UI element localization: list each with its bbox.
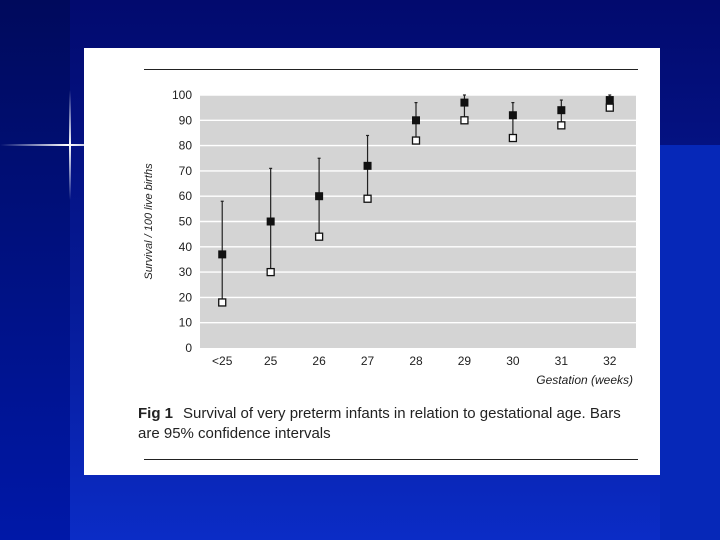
bottom-rule (144, 459, 638, 460)
slide-right-band (660, 145, 720, 540)
open-point (558, 122, 565, 129)
x-axis-label: Gestation (weeks) (536, 373, 633, 387)
y-tick-label: 80 (178, 138, 192, 153)
figure-card (84, 48, 660, 475)
open-point (219, 299, 226, 306)
filled-point (413, 117, 420, 124)
y-tick-label: 100 (171, 88, 192, 102)
figure-label: Fig 1 (138, 405, 174, 422)
filled-point (509, 112, 516, 119)
open-point (267, 269, 274, 276)
x-tick-label: 25 (263, 354, 278, 368)
sparkle-icon-vertical (69, 90, 71, 200)
open-point (364, 195, 371, 202)
filled-point (606, 97, 613, 104)
open-point (316, 233, 323, 240)
x-tick-label: 30 (506, 354, 520, 368)
filled-point (461, 99, 468, 106)
filled-point (558, 107, 565, 114)
x-tick-label: 31 (554, 354, 569, 368)
x-tick-label: 26 (312, 354, 326, 368)
y-axis-label: Survival / 100 live births (143, 163, 155, 280)
y-tick-label: 20 (178, 290, 192, 305)
open-point (413, 137, 420, 144)
open-point (509, 135, 516, 142)
filled-point (316, 193, 323, 200)
y-tick-label: 40 (178, 239, 192, 254)
x-tick-label: 28 (409, 354, 423, 368)
open-point (606, 104, 613, 111)
y-tick-label: 0 (185, 341, 192, 355)
open-point (461, 117, 468, 124)
figure-caption (138, 404, 638, 444)
y-tick-label: 70 (178, 163, 192, 178)
slide-left-band (0, 0, 70, 540)
survival-chart (84, 48, 660, 398)
figure-caption-text: Survival of very preterm infants in relation to gestational age. Bars are 95% confidence intervals (138, 405, 621, 442)
filled-point (364, 162, 371, 169)
y-tick-label: 10 (178, 315, 192, 330)
filled-point (267, 218, 274, 225)
x-tick-label: 29 (457, 354, 472, 368)
y-tick-label: 50 (178, 214, 192, 229)
x-tick-label: <25 (212, 354, 233, 368)
y-tick-label: 90 (178, 113, 192, 128)
filled-point (219, 251, 226, 258)
y-tick-label: 30 (178, 265, 192, 280)
y-tick-label: 60 (178, 189, 192, 204)
x-tick-label: 27 (360, 354, 375, 368)
x-tick-label: 32 (603, 354, 617, 368)
